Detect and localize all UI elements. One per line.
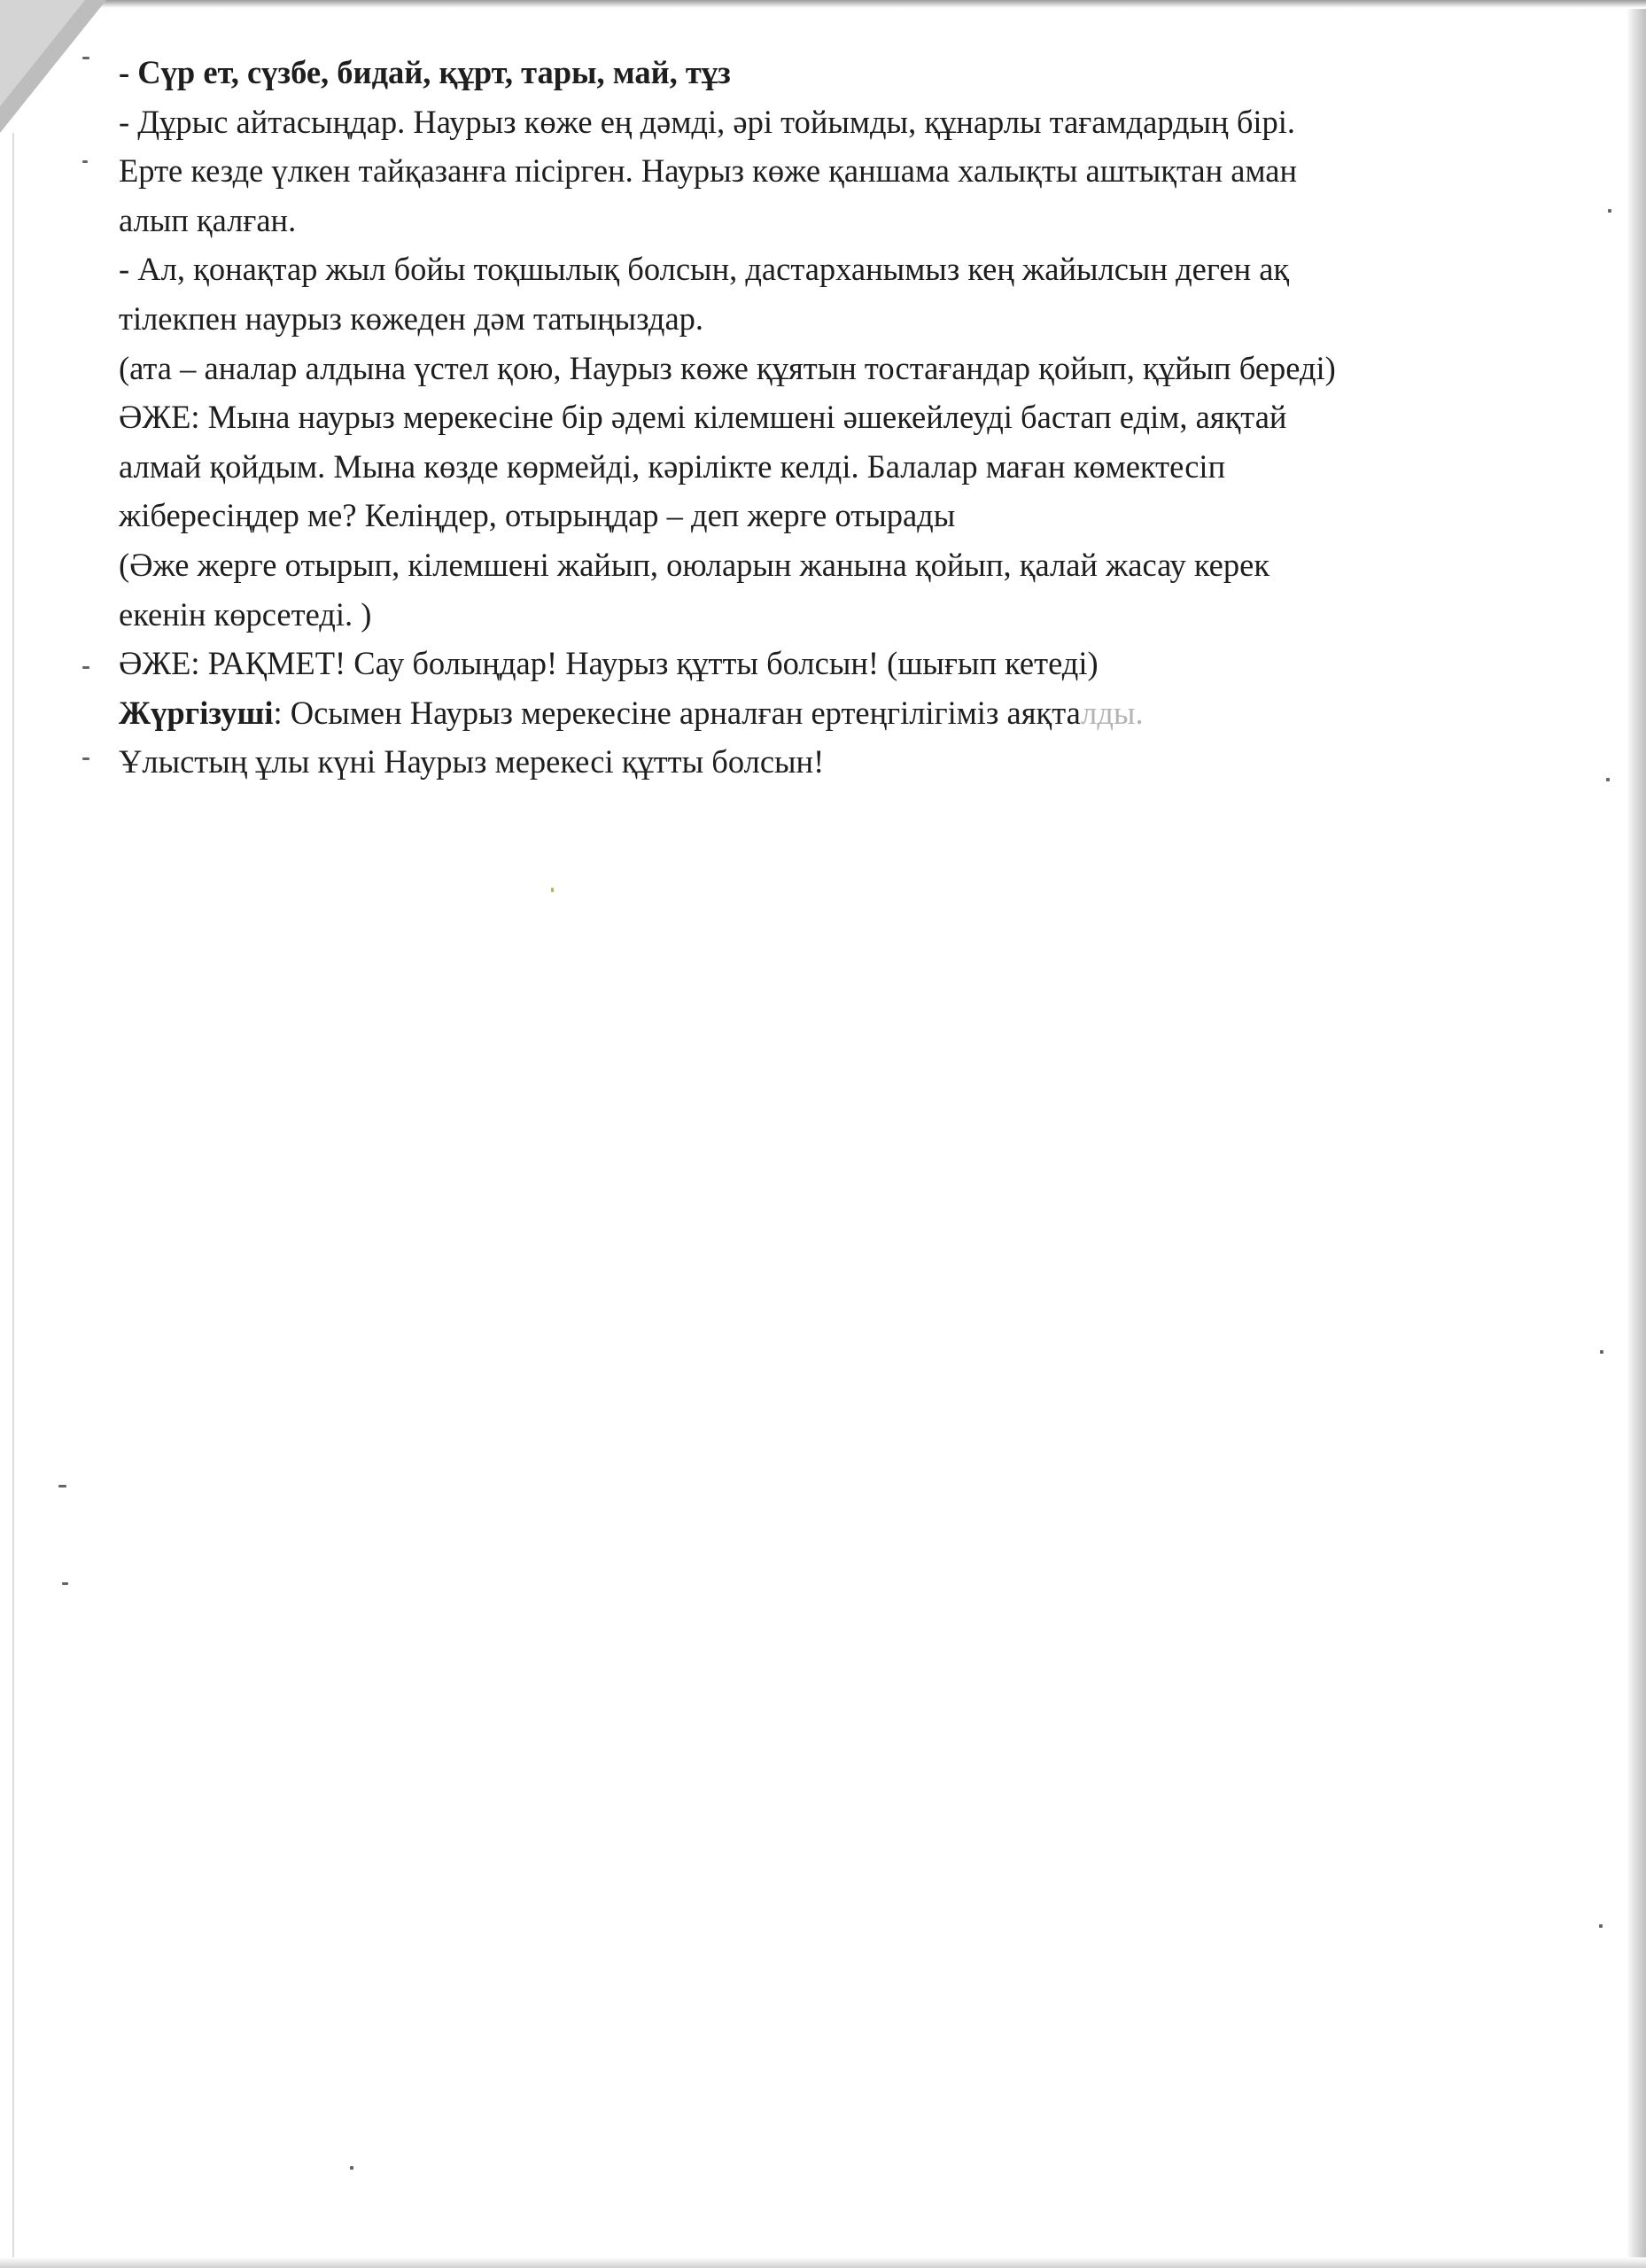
closing-line bbox=[119, 737, 1625, 787]
text-line-text: - Ал, қонақтар жыл бойы тоқшылық болсын, дастарханымыз кең жайылсын деген ақ bbox=[119, 251, 1290, 288]
text-line bbox=[119, 294, 1625, 344]
page-left-edge bbox=[12, 133, 14, 2268]
text-line-text: алып қалған. bbox=[119, 201, 297, 238]
stage-direction-line bbox=[119, 590, 1625, 640]
scan-speck bbox=[350, 2166, 353, 2170]
text-line bbox=[119, 196, 1625, 245]
scan-speck bbox=[1599, 1924, 1603, 1928]
text-line-text: ӘЖЕ: Мына наурыз мерекесіне бір әдемі кілемшені әшекейлеуді бастап едім, аяқтай bbox=[119, 399, 1287, 436]
text-line-bold: - Сүр ет, сүзбе, бидай, құрт, тары, май, тұз bbox=[119, 54, 731, 90]
text-line-text: ӘЖЕ: РАҚМЕТ! Сау болыңдар! Наурыз құтты болсын! (шығып кетеді) bbox=[119, 645, 1099, 682]
text-line-text: Ерте кезде үлкен тайқазанға пісірген. Наурыз көже қаншама халықты аштықтан аман bbox=[119, 152, 1298, 190]
dialogue-line bbox=[119, 491, 1625, 540]
text-line-text: : Осымен Наурыз мерекесіне арналған ертеңгілігіміз аяқта bbox=[273, 694, 1082, 731]
scan-speck bbox=[58, 1485, 66, 1487]
dialogue-line bbox=[119, 639, 1625, 688]
text-line-text: екенін көрсетеді. ) bbox=[119, 595, 372, 633]
text-line-text: алмай қойдым. Мына көзде көрмейді, кәрілікте келді. Балалар маған көмектесіп bbox=[119, 447, 1226, 485]
scan-speck bbox=[82, 757, 89, 760]
stage-direction-line bbox=[119, 540, 1625, 590]
text-line-text: (Әже жерге отырып, кілемшені жайып, оюларын жанына қойып, қалай жасау керек bbox=[119, 546, 1270, 583]
scan-speck bbox=[82, 666, 89, 669]
host-line bbox=[119, 688, 1625, 738]
speaker-label: Жүргізуші bbox=[119, 694, 274, 731]
text-line-text: жібересіңдер ме? Келіңдер, отырыңдар – деп жерге отырады bbox=[119, 497, 956, 534]
faded-text: лды. bbox=[1081, 694, 1144, 731]
text-line-text: (ата – аналар алдына үстел қою, Наурыз көже құятын тостағандар қойып, құйып береді) bbox=[119, 349, 1336, 386]
text-line-text: тілекпен наурыз көжеден дәм татыңыздар. bbox=[119, 299, 704, 337]
dialogue-line bbox=[119, 392, 1625, 442]
text-line bbox=[119, 48, 1625, 97]
text-line-text: Ұлыстың ұлы күні Наурыз мерекесі құтты болсын! bbox=[119, 743, 825, 781]
dialogue-line bbox=[119, 442, 1625, 492]
scan-speck bbox=[82, 160, 88, 163]
text-line bbox=[119, 97, 1625, 147]
scan-top-shadow bbox=[0, 0, 1646, 8]
scan-speck bbox=[1600, 1350, 1603, 1354]
scan-speck bbox=[62, 1582, 68, 1585]
scan-speck bbox=[82, 57, 89, 59]
text-line bbox=[119, 245, 1625, 294]
page-right-edge bbox=[1627, 9, 1646, 2268]
document-body bbox=[119, 48, 1625, 787]
scan-speck bbox=[551, 888, 554, 892]
stage-direction-line bbox=[119, 344, 1625, 393]
folded-corner-inner bbox=[0, 0, 85, 106]
page-bottom-edge bbox=[0, 2257, 1646, 2268]
text-line bbox=[119, 146, 1625, 196]
text-line-text: - Дұрыс айтасыңдар. Наурыз көже ең дәмді, әрі тойымды, құнарлы тағамдардың бірі. bbox=[119, 103, 1296, 140]
